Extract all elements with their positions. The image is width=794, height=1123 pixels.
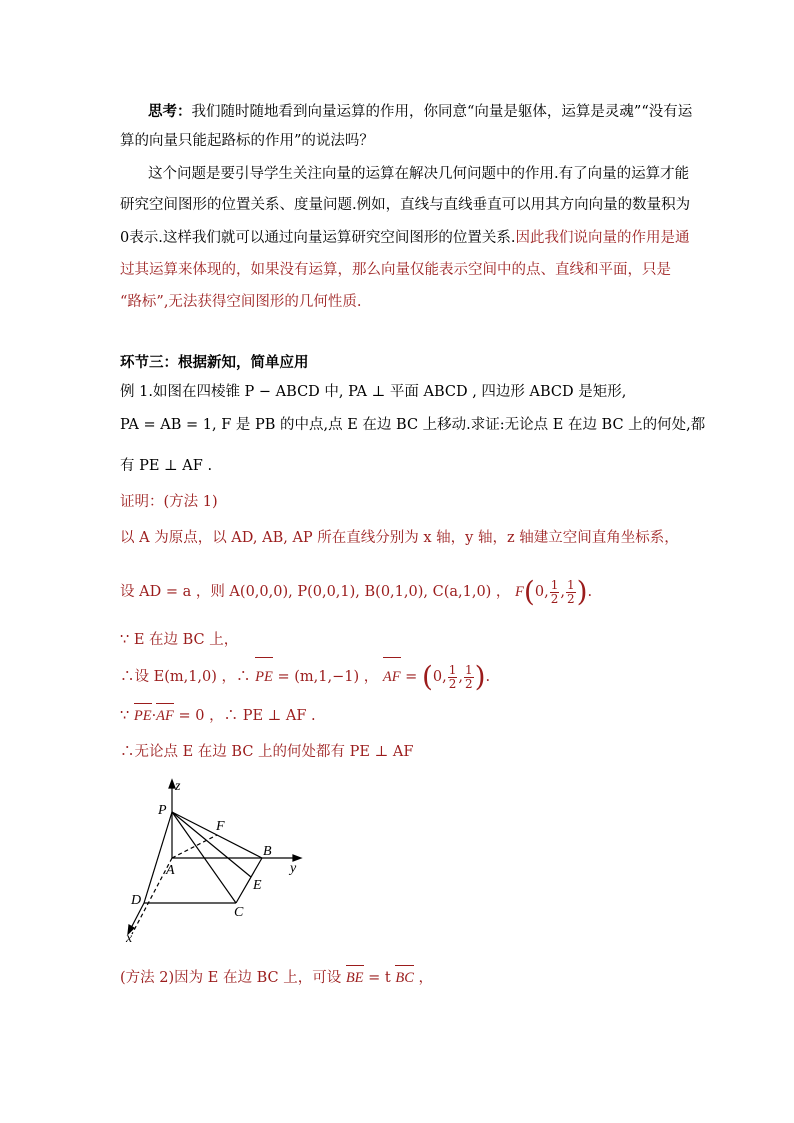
label-x: x (126, 931, 133, 946)
explain-line-5 (120, 292, 362, 312)
explain-line-1: 这个问题是要引导学生关注向量的运算在解决几何问题中的作用.有了向量的运算才能 (148, 166, 690, 182)
section-title: 环节三：根据新知，简单应用 (120, 354, 309, 371)
vector-pe-value: = (m,1,−1) ， (272, 669, 379, 685)
because-sign: ∵ (120, 708, 134, 724)
method-2-comma: ， (413, 970, 433, 986)
method-2-text: 因为 E 在边 BC 上，可设 (174, 970, 346, 986)
explain-line-2: 研究空间图形的位置关系、度量问题.例如，直线与直线垂直可以用其方向向量的数量积为 (120, 197, 691, 213)
dot-product-result: = 0 ，∴ PE ⊥ AF . (173, 708, 316, 724)
explain-line-4: 过其运算来体现的，如果没有运算，那么向量仅能表示空间中的点、直线和平面，只是 (120, 262, 671, 278)
label-z: z (175, 779, 181, 794)
fraction-half-2: $\frac{1}{2}$ (566, 577, 575, 606)
proof-line-2: 设 AD = a ，则 A(0,0,0), P(0,0,1), B(0,1,0), C(a,1,0) ， F(0, $\frac{1}{2}$ , $\frac{1}{2}$ ). (120, 575, 593, 608)
proof-line-1: 以 A 为原点，以 AD, AB, AP 所在直线分别为 x 轴，y 轴，z 轴建立空间直角坐标系， (120, 530, 679, 546)
vector-be: BE (345, 970, 364, 986)
equals-sign: = (400, 669, 422, 685)
vector-af-x: 0, (432, 669, 447, 685)
example-line-3: 有 PE ⊥ AF . (120, 458, 213, 474)
explain-line-3 (120, 228, 689, 248)
label-a: A (166, 863, 175, 878)
fraction-half-4: $\frac{1}{2}$ (464, 662, 473, 691)
vector-pe-2: PE (133, 708, 152, 724)
label-d: D (131, 893, 142, 908)
fraction-half-3: $\frac{1}{2}$ (448, 662, 457, 691)
method-2-prefix: (方法 2) (120, 970, 175, 986)
explain-line-3-red: 因此我们说向量的作用是通 (515, 230, 690, 246)
fraction-half-1: $\frac{1}{2}$ (550, 577, 559, 606)
vector-af-2: AF (156, 708, 174, 724)
label-b: B (263, 844, 272, 859)
think-line-1 (148, 102, 692, 122)
vector-af: AF (383, 660, 401, 694)
line-4-period: . (485, 669, 491, 685)
explain-roadsign: “路标” (120, 294, 164, 310)
segment-af (172, 835, 217, 858)
vector-pe: PE (255, 660, 273, 694)
vector-bc: BC (395, 970, 414, 986)
point-f-x: 0, (534, 584, 549, 600)
explain-line-5-rest: ,无法获得空间图形的几何性质. (163, 294, 362, 310)
proof-line-4: ∴设 E(m,1,0) ，∴ PE = (m,1,−1) ， AF = (0, $\frac{1}{2}$ , $\frac{1}{2}$ ). (120, 660, 491, 693)
proof-line-5: ∵ PE·AF = 0 ，∴ PE ⊥ AF . (120, 708, 316, 724)
think-text-1: 我们随时随地看到向量运算的作用，你同意“向量是躯体，运算是灵魂”“没有运 (191, 104, 693, 120)
think-line-2: 算的向量只能起路标的作用”的说法吗？ (120, 133, 374, 149)
proof-line-4-start: ∴设 E(m,1,0) ，∴ (120, 669, 256, 685)
proof-heading: 证明：(方法 1) (120, 494, 218, 510)
label-f: F (216, 819, 225, 834)
label-c: C (234, 905, 244, 920)
method-2-equals: = t (363, 970, 396, 986)
proof-line-3: ∵ E 在边 BC 上， (120, 632, 239, 648)
label-p: P (158, 803, 167, 818)
method-2-line (120, 968, 433, 988)
pyramid-figure (118, 776, 318, 946)
proof-line-2-coords: 设 AD = a ，则 A(0,0,0), P(0,0,1), B(0,1,0), C(a,1,0) ， (120, 584, 511, 600)
point-f: F (515, 584, 524, 600)
label-e: E (253, 878, 262, 893)
line-2-period: . (587, 584, 593, 600)
edge-pd (144, 812, 172, 903)
label-y: y (290, 861, 297, 876)
explain-line-3-black: 0表示.这样我们就可以通过向量运算研究空间图形的位置关系. (120, 230, 516, 246)
example-line-1: 例 1.如图在四棱锥 P − ABCD 中, PA ⊥ 平面 ABCD , 四边形 ABCD 是矩形, (120, 384, 627, 400)
think-label: 思考： (148, 103, 192, 120)
proof-line-6: ∴无论点 E 在边 BC 上的何处都有 PE ⊥ AF (120, 744, 414, 760)
example-line-2: PA = AB = 1, F 是 PB 的中点,点 E 在边 BC 上移动.求证:无论点 E 在边 BC 上的何处,都 (120, 417, 706, 433)
